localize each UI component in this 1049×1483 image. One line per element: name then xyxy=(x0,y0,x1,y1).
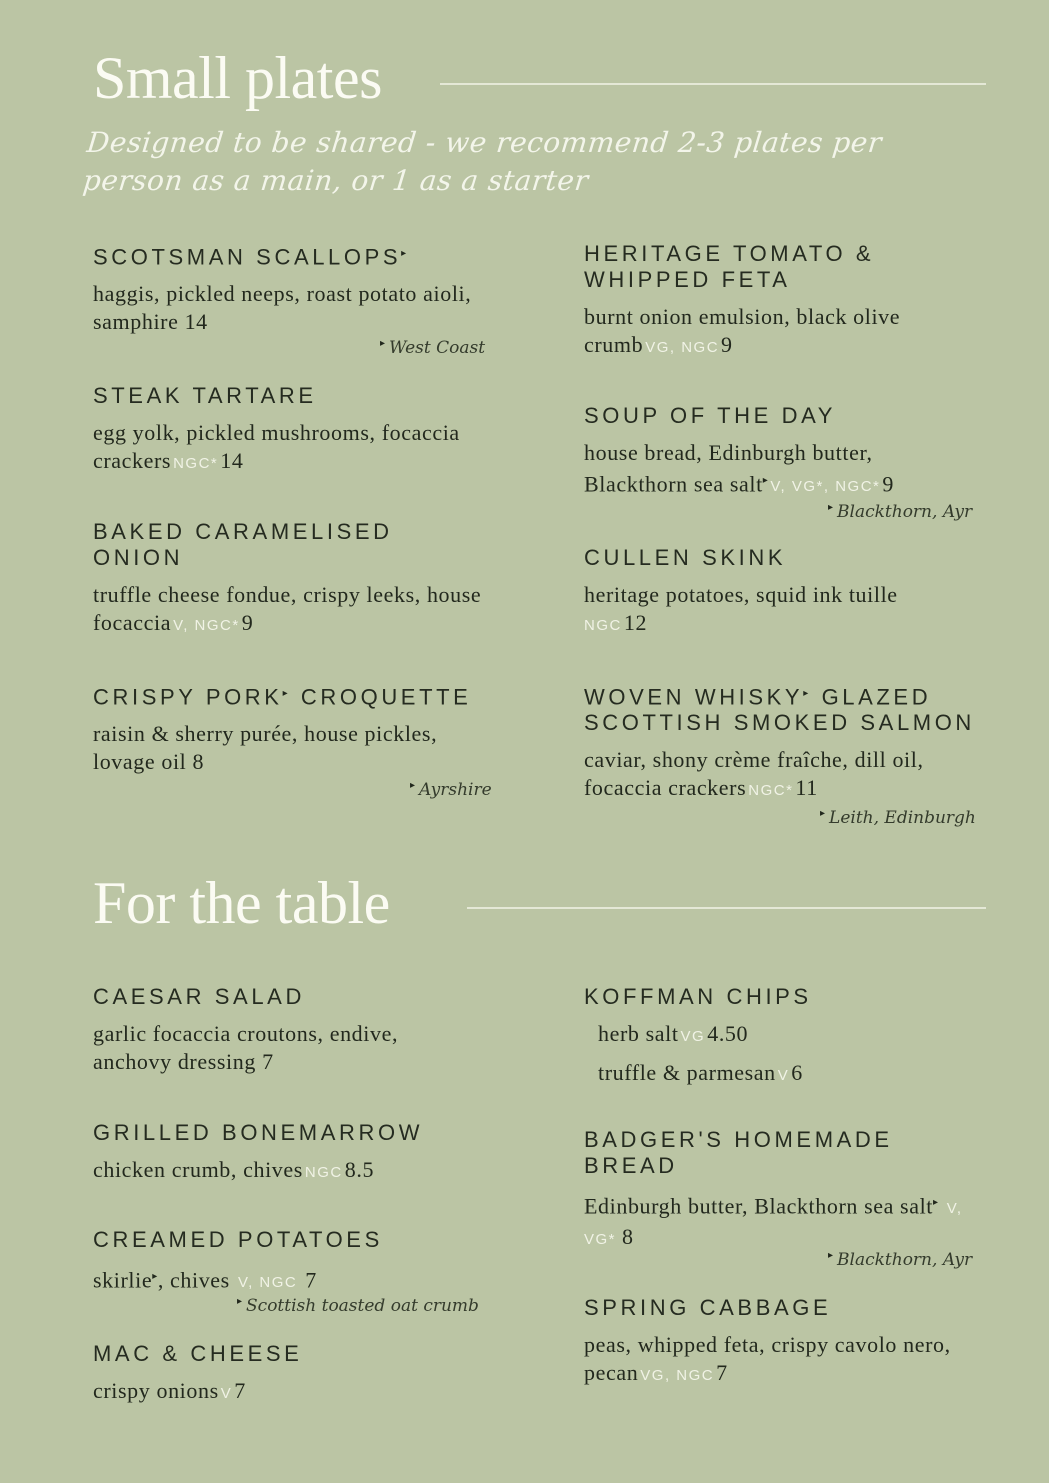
item-name: GRILLED BONEMARROW xyxy=(93,1120,424,1145)
origin-marker-icon: ▸ xyxy=(237,1296,243,1308)
item-description: heritage potatoes, squid ink tuille xyxy=(584,582,898,607)
dietary-tags: V xyxy=(777,1067,790,1084)
item-name: CREAMED POTATOES xyxy=(93,1227,383,1252)
menu-item: CREAMED POTATOES skirlie▸, chives V, NGC 7 xyxy=(93,1227,503,1297)
dietary-tags: NGC* xyxy=(173,455,219,472)
item-name: SPRING CABBAGE xyxy=(584,1295,832,1320)
item-price: 8 xyxy=(192,749,205,775)
menu-item xyxy=(584,1295,994,1390)
dietary-tags: VG xyxy=(680,1028,706,1045)
item-price: 14 xyxy=(184,309,208,335)
menu-item xyxy=(93,241,503,336)
item-name: CULLEN SKINK xyxy=(584,545,787,570)
item-price: 4.50 xyxy=(707,1021,749,1046)
dietary-tags: V, NGC xyxy=(237,1274,298,1292)
origin-marker-icon: ▸ xyxy=(933,1197,939,1208)
section-title: For the table xyxy=(93,870,390,936)
menu-item xyxy=(584,241,904,362)
section-header-small-plates xyxy=(93,45,382,111)
dietary-tags: NGC* xyxy=(748,782,794,800)
item-price: 11 xyxy=(795,775,818,801)
item-price: 8.5 xyxy=(344,1157,375,1182)
item-name: SCOTSMAN SCALLOPS xyxy=(93,244,402,270)
origin-marker-icon: ▸ xyxy=(828,1250,834,1262)
item-price: 9 xyxy=(241,610,254,635)
item-description: raisin & sherry purée, house pickles, lovage oil xyxy=(93,721,438,775)
origin-marker-icon: ▸ xyxy=(410,780,416,792)
menu-item xyxy=(93,383,503,478)
item-description: egg yolk, pickled mushrooms, focaccia crackers xyxy=(93,420,460,473)
item-description: peas, whipped feta, crispy cavolo nero, pecan xyxy=(584,1332,951,1385)
menu-item xyxy=(93,1120,503,1187)
item-price: 14 xyxy=(220,448,244,473)
item-price: 7 xyxy=(716,1360,728,1385)
item-price: 7 xyxy=(234,1378,246,1403)
menu-item: CRISPY PORK▸ CROQUETTE raisin & sherry purée, house pickles, lovage oil 8 xyxy=(93,684,472,775)
item-price: 12 xyxy=(623,610,648,635)
section-tagline: Designed to be shared - we recommend 2-3 plates per person as a main, or 1 as a starter xyxy=(81,126,884,197)
item-name: WOVEN WHISKY xyxy=(584,684,804,710)
menu-item xyxy=(584,545,984,640)
section-divider xyxy=(467,907,986,909)
origin-marker-icon: ▸ xyxy=(820,808,826,820)
item-name: SOUP OF THE DAY xyxy=(584,403,837,428)
item-description: skirlie xyxy=(93,1267,153,1293)
item-description: chicken crumb, chives xyxy=(93,1157,303,1182)
section-divider xyxy=(440,83,986,85)
item-description: truffle cheese fondue, crispy leeks, house focaccia xyxy=(93,582,482,635)
item-description: garlic focaccia croutons, endive, anchovy dressing xyxy=(93,1021,399,1074)
origin-marker-icon: ▸ xyxy=(152,1271,158,1282)
origin-marker-icon: ▸ xyxy=(828,502,834,514)
item-name: CRISPY PORK xyxy=(93,684,283,710)
item-name: BADGER'S HOMEMADE BREAD xyxy=(584,1127,893,1178)
origin-note: ▸ Ayrshire xyxy=(410,780,492,800)
menu-item: WOVEN WHISKY▸ GLAZED SCOTTISH SMOKED SALMON caviar, shony crème fraîche, dill oil, focaccia crackers NGC*11 xyxy=(584,684,975,801)
item-name: STEAK TARTARE xyxy=(93,383,317,408)
origin-marker-icon: ▸ xyxy=(803,688,812,699)
item-price: 8 xyxy=(622,1224,634,1250)
dietary-tags: VG, NGC xyxy=(645,339,720,356)
section-title: Small plates xyxy=(93,45,382,111)
dietary-tags: V, VG* xyxy=(584,1200,963,1249)
item-name: MAC & CHEESE xyxy=(93,1341,303,1366)
menu-option xyxy=(598,1059,994,1090)
menu-item xyxy=(93,1341,503,1408)
menu-item xyxy=(584,1127,963,1254)
item-name: CAESAR SALAD xyxy=(93,984,305,1009)
item-description: crispy onions xyxy=(93,1378,219,1403)
item-price: 9 xyxy=(721,332,733,357)
origin-note: ▸ Scottish toasted oat crumb xyxy=(237,1296,479,1316)
origin-marker-icon: ▸ xyxy=(380,338,386,350)
item-name: KOFFMAN CHIPS xyxy=(584,984,812,1009)
item-description: haggis, pickled neeps, roast potato aioli, samphire xyxy=(93,281,472,335)
item-name: HERITAGE TOMATO & WHIPPED FETA xyxy=(584,241,875,292)
dietary-tags: NGC xyxy=(584,617,622,634)
item-description: burnt onion emulsion, black olive crumb xyxy=(584,304,901,357)
item-price: 6 xyxy=(791,1060,803,1085)
dietary-tags: V, VG*, NGC* xyxy=(770,478,881,496)
dietary-tags: VG, NGC xyxy=(640,1367,715,1384)
item-description: house bread, Edinburgh butter, Blackthorn sea salt xyxy=(584,440,873,497)
item-description: caviar, shony crème fraîche, dill oil, focaccia crackers xyxy=(584,747,924,801)
origin-note: ▸ West Coast xyxy=(380,338,486,358)
dietary-tags: NGC xyxy=(304,1164,343,1181)
item-description: herb salt xyxy=(598,1021,679,1046)
item-description: truffle & parmesan xyxy=(598,1060,776,1085)
origin-marker-icon: ▸ xyxy=(282,688,292,699)
item-name: BAKED CARAMELISED ONION xyxy=(93,519,393,570)
menu-option xyxy=(598,1020,994,1051)
dietary-tags: V, NGC* xyxy=(173,617,240,634)
item-price: 9 xyxy=(882,471,895,497)
section-header-for-the-table xyxy=(93,870,390,936)
menu-item xyxy=(584,403,984,501)
origin-marker-icon: ▸ xyxy=(401,248,410,259)
origin-note: ▸ Blackthorn, Ayr xyxy=(828,1250,973,1270)
menu-item xyxy=(584,984,994,1090)
origin-note: ▸ Blackthorn, Ayr xyxy=(828,502,973,522)
item-description: Edinburgh butter, Blackthorn sea salt xyxy=(584,1193,934,1219)
dietary-tags: V xyxy=(220,1385,233,1402)
menu-item xyxy=(93,984,503,1076)
menu-item xyxy=(93,519,482,640)
item-price: 7 xyxy=(305,1267,317,1293)
item-price: 7 xyxy=(262,1049,274,1074)
origin-note: ▸ Leith, Edinburgh xyxy=(820,808,976,828)
origin-marker-icon: ▸ xyxy=(762,475,769,486)
